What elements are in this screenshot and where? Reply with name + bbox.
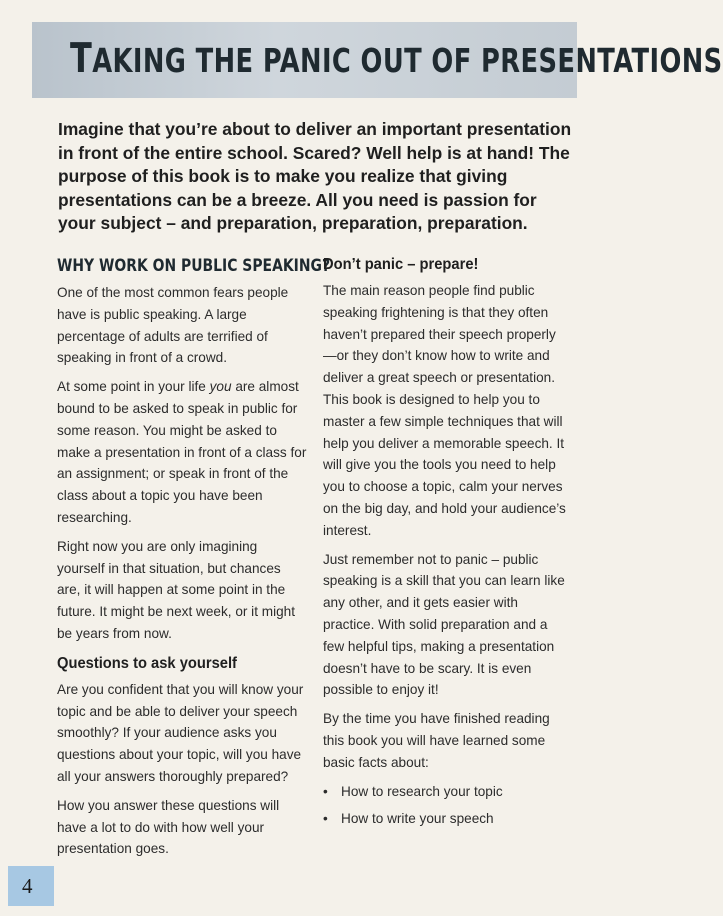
paragraph-text: At some point in your life xyxy=(57,379,210,395)
subheading-questions: Questions to ask yourself xyxy=(57,654,237,672)
section-heading-why: WHY WORK ON PUBLIC SPEAKING? xyxy=(57,256,331,276)
page-number: 4 xyxy=(22,874,33,898)
section-heading-dont-panic: Don’t panic – prepare! xyxy=(323,256,479,273)
page-number-box xyxy=(8,866,54,906)
page-title xyxy=(70,34,723,82)
left-column xyxy=(57,256,331,867)
intro-paragraph: Imagine that you’re about to deliver an important presentation in front of the entire school. Scared? Well help is at hand! The purpose of this book is to make you realize that giving presentations can be a breeze. All you need is passion for your subject – and preparation, preparation, preparation. xyxy=(58,119,572,233)
right-column xyxy=(323,256,568,836)
emphasis-text: you xyxy=(209,379,232,395)
paragraph: Right now you are only imagining yourself in that situation, but chances are, it will happen at some point in the future. It might be next week, or it might be years from now. xyxy=(57,538,295,641)
paragraph: The main reason people find public speaking frightening is that they often haven’t prepared their speech properly—or they don’t know how to write and deliver a great speech or presentation. This book is designed to help you to master a few simple techniques that will help you deliver a memorable speech. It will give you the tools you need to help you to choose a topic, calm your nerves on the big day, and hold your audience’s interest. xyxy=(323,283,566,538)
list-item: • How to research your topic xyxy=(323,781,568,803)
paragraph: How you answer these questions will have a lot to do with how well your presentation goes. xyxy=(57,797,280,857)
paragraph: By the time you have finished reading this book you will have learned some basic facts about: xyxy=(323,711,550,770)
paragraph: Just remember not to panic – public speaking is a skill that you can learn like any other, and it gets easier with practice. With solid preparation and a few helpful tips, making a presentation doesn’t have to be scary. It is even possible to enjoy it! xyxy=(323,551,565,698)
paragraph xyxy=(57,376,307,529)
title-rest: AKING THE PANIC OUT OF PRESENTATIONS xyxy=(92,41,723,80)
paragraph: One of the most common fears people have is public speaking. A large percentage of adults are terrified of speaking in front of a crowd. xyxy=(57,285,289,366)
bullet-list xyxy=(323,781,568,831)
paragraph-text: are almost bound to be asked to speak in public for some reason. You might be asked to make a presentation in front of a class for an assignment; or speak in front of the class about a topic you have been researching. xyxy=(57,379,307,525)
list-item: • How to write your speech xyxy=(323,808,568,830)
title-initial: T xyxy=(70,34,93,82)
paragraph: Are you confident that you will know your topic and be able to deliver your speech smoothly? If your audience asks you questions about your topic, will you have all your answers thoroughly prepared? xyxy=(57,681,304,784)
title-band xyxy=(32,22,723,98)
